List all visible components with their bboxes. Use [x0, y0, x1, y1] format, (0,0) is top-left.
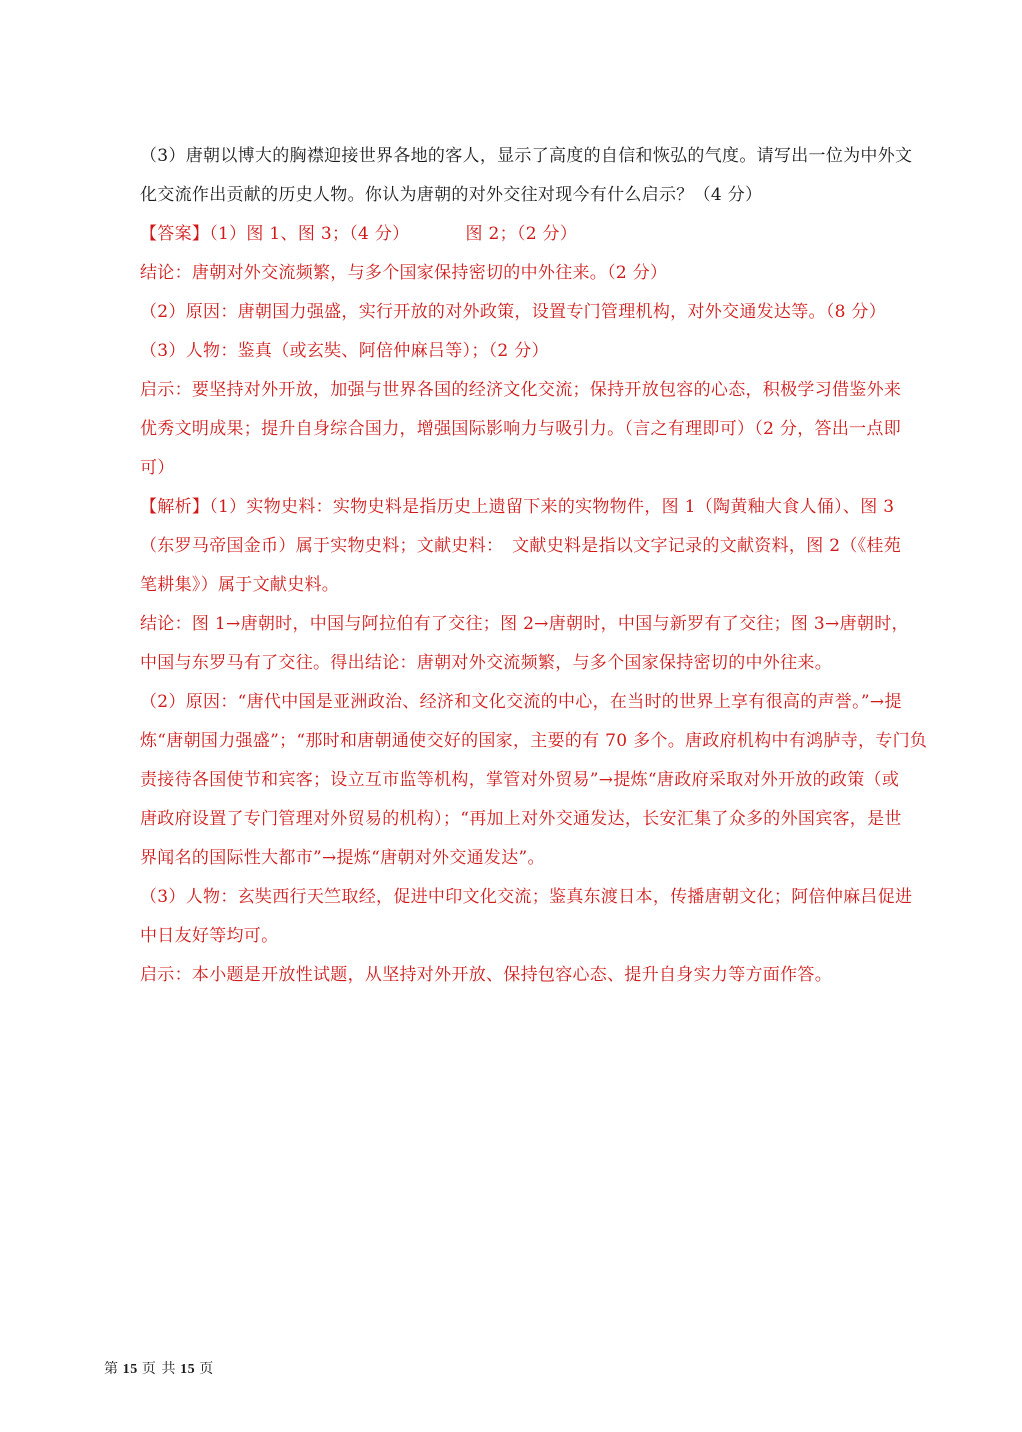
question-line: （3）唐朝以博大的胸襟迎接世界各地的客人，显示了高度的自信和恢弘的气度。请写出一位为中外文 — [140, 146, 913, 166]
analysis-line: （东罗马帝国金币）属于实物史料；文献史料： 文献史料是指以文字记录的文献资料，图 2（《桂苑 — [140, 536, 902, 556]
footer-total-pages: 15 — [180, 1362, 196, 1377]
page-footer — [104, 1358, 214, 1378]
analysis-line — [140, 488, 920, 527]
question-line: 化交流作出贡献的历史人物。你认为唐朝的对外交往对现今有什么启示？（4 分） — [140, 185, 763, 205]
analysis-line: 责接待各国使节和宾客；设立互市监等机构，掌管对外贸易”→提炼“唐政府采取对外开放的政策（或 — [140, 770, 900, 790]
footer-middle: 页 共 — [141, 1361, 177, 1377]
answer-conclusion: 结论：唐朝对外交流频繁，与多个国家保持密切的中外往来。（2 分） — [140, 263, 668, 283]
answer-part1b: 图 2；（2 分） — [465, 224, 578, 244]
analysis-p1-text: （1）实物史料：实物史料是指历史上遗留下来的实物物件，图 1（陶黄釉大食人俑）、图 3 — [209, 497, 895, 517]
answer-line — [140, 215, 920, 254]
footer-page-number: 15 — [122, 1362, 138, 1377]
analysis-line: 唐政府设置了专门管理对外贸易的机构）；“再加上对外交通发达，长安汇集了众多的外国宾客，是世 — [140, 809, 902, 829]
analysis-line: 结论：图 1→唐朝时，中国与阿拉伯有了交往；图 2→唐朝时，中国与新罗有了交往；图 3→唐朝时， — [140, 614, 909, 634]
analysis-line: 界闻名的国际性大都市”→提炼“唐朝对外交通发达”。 — [140, 848, 545, 868]
answer-insight-line: 可） — [140, 458, 175, 478]
answer-part1a: （1）图 1、图 3；（4 分） — [209, 224, 410, 244]
analysis-line: （3）人物：玄奘西行天竺取经，促进中印文化交流；鉴真东渡日本，传播唐朝文化；阿倍仲麻吕促进 — [140, 887, 913, 907]
analysis-line: 中日友好等均可。 — [140, 926, 279, 946]
answer-insight-line: 优秀文明成果；提升自身综合国力，增强国际影响力与吸引力。（言之有理即可）（2 分，答出一点即 — [140, 419, 902, 439]
analysis-line: 启示：本小题是开放性试题，从坚持对外开放、保持包容心态、提升自身实力等方面作答。 — [140, 965, 832, 985]
answer-insight-line: 启示：要坚持对外开放，加强与世界各国的经济文化交流；保持开放包容的心态，积极学习借鉴外来 — [140, 380, 902, 400]
footer-prefix: 第 — [104, 1361, 119, 1377]
analysis-tag: 【解析】 — [140, 497, 210, 517]
analysis-line: （2）原因：“唐代中国是亚洲政治、经济和文化交流的中心，在当时的世界上享有很高的声誉。”→提 — [140, 692, 902, 712]
footer-suffix: 页 — [199, 1361, 214, 1377]
analysis-line: 炼“唐朝国力强盛”；“那时和唐朝通使交好的国家，主要的有 70 多个。唐政府机构中有鸿胪寺，专门负 — [140, 731, 928, 751]
answer-tag: 【答案】 — [140, 224, 210, 244]
page-content — [140, 137, 928, 995]
analysis-line: 中国与东罗马有了交往。得出结论：唐朝对外交流频繁，与多个国家保持密切的中外往来。 — [140, 653, 832, 673]
answer-part2: （2）原因：唐朝国力强盛，实行开放的对外政策，设置专门管理机构，对外交通发达等。（8 分） — [140, 302, 887, 322]
analysis-line: 笔耕集》）属于文献史料。 — [140, 575, 340, 595]
answer-part3: （3）人物：鉴真（或玄奘、阿倍仲麻吕等）；（2 分） — [140, 341, 549, 361]
